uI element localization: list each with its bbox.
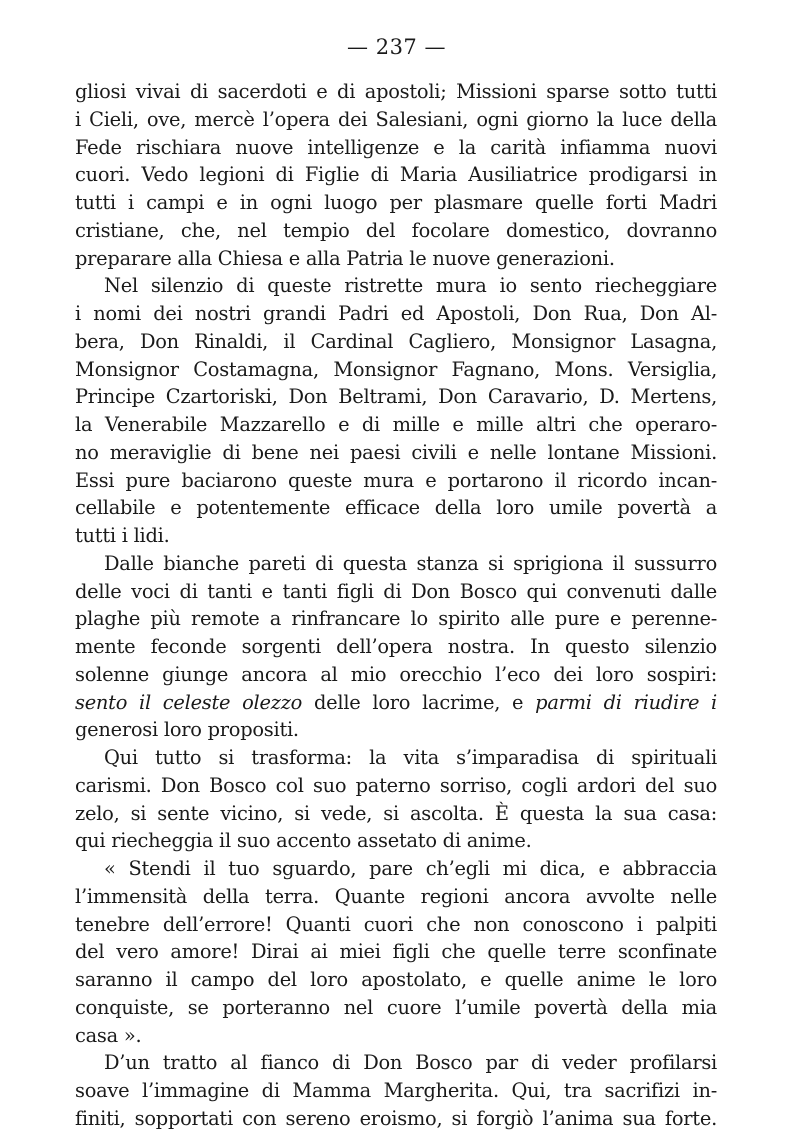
text-line: l’immensità della terra. Quante regioni ancora avvolte nelle [75,884,717,908]
text-line [75,689,717,717]
text-line: cellabile e potentemente efficace della loro umile povertà a [75,496,717,520]
text-line: Principe Czartoriski, Don Beltrami, Don Caravario, D. Mertens, [75,385,717,409]
text-line: i Cieli, ove, mercè l’opera dei Salesiani, ogni giorno la luce della [75,107,717,131]
text-line: del vero amore! Dirai ai miei figli che quelle terre sconfinate [75,940,717,964]
text-line: no meraviglie di bene nei paesi civili e nelle lontane Missioni. [75,440,717,464]
body-text [75,78,717,1133]
text-line: solenne giunge ancora al mio orecchio l’eco dei loro sospiri: [75,662,717,686]
page-number: — 237 — [347,35,446,59]
text-line: conquiste, se porteranno nel cuore l’umile povertà della mia [75,995,717,1019]
text-line: Qui tutto si trasforma: la vita s’imparadisa di spirituali [104,746,717,769]
text-line: cristiane, che, nel tempio del focolare domestico, dovranno [75,218,717,242]
text-line: finiti, sopportati con sereno eroismo, si forgiò l’anima sua forte. [75,1106,717,1130]
text-line: tenebre dell’errore! Quanti cuori che non conoscono i palpiti [75,912,717,936]
text-line: gliosi vivai di sacerdoti e di apostoli; Missioni sparse sotto tutti [75,80,717,103]
text-line: cuori. Vedo legioni di Figlie di Maria Ausiliatrice prodigarsi in [75,163,717,187]
text-line: Fede rischiara nuove intelligenze e la carità infiamma nuovi [75,135,717,159]
text-line: soave l’immagine di Mamma Margherita. Qui, tra sacrifizi in- [75,1079,717,1102]
text-line: Nel silenzio di queste ristrette mura io sento riecheggiare [104,274,717,298]
text-line: Essi pure baciarono queste mura e portarono il ricordo incan- [75,468,717,492]
text-line: la Venerabile Mazzarello e di mille e mille altri che operaro- [75,413,717,436]
text-line: plaghe più remote a rinfrancare lo spirito alle pure e perenne- [75,607,717,631]
text-line: generosi loro propositi. [75,718,299,742]
text-line: qui riecheggia il suo accento assetato di anime. [75,829,532,853]
text-span: delle loro lacrime, e [302,690,536,714]
text-line: Monsignor Costamagna, Monsignor Fagnano, Mons. Versiglia, [75,357,717,381]
text-line: bera, Don Rinaldi, il Cardinal Cagliero, Monsignor Lasagna, [75,329,717,353]
text-line: casa ». [75,1023,142,1047]
text-line: tutti i lidi. [75,524,170,547]
text-line: delle voci di tanti e tanti figli di Don Bosco qui convenuti dalle [75,579,717,603]
text-line: preparare alla Chiesa e alla Patria le nuove generazioni. [75,246,615,270]
text-line: Dalle bianche pareti di questa stanza si sprigiona il sussurro [104,551,717,575]
italic-text: parmi di riudire i [535,690,717,714]
text-line: i nomi dei nostri grandi Padri ed Apostoli, Don Rua, Don Al- [75,302,717,325]
italic-text: sento il celeste olezzo [75,690,303,714]
text-line: zelo, si sente vicino, si vede, si ascolta. È questa la sua casa: [75,801,717,825]
text-line: carismi. Don Bosco col suo paterno sorriso, cogli ardori del suo [75,773,717,797]
text-line: D’un tratto al fianco di Don Bosco par di veder profilarsi [104,1051,717,1075]
text-line: « Stendi il tuo sguardo, pare ch’egli mi dica, e abbraccia [104,857,717,880]
text-line: saranno il campo del loro apostolato, e quelle anime le loro [75,968,717,991]
text-line: mente feconde sorgenti dell’opera nostra. In questo silenzio [75,635,717,658]
text-line: tutti i campi e in ogni luogo per plasmare quelle forti Madri [75,191,717,214]
